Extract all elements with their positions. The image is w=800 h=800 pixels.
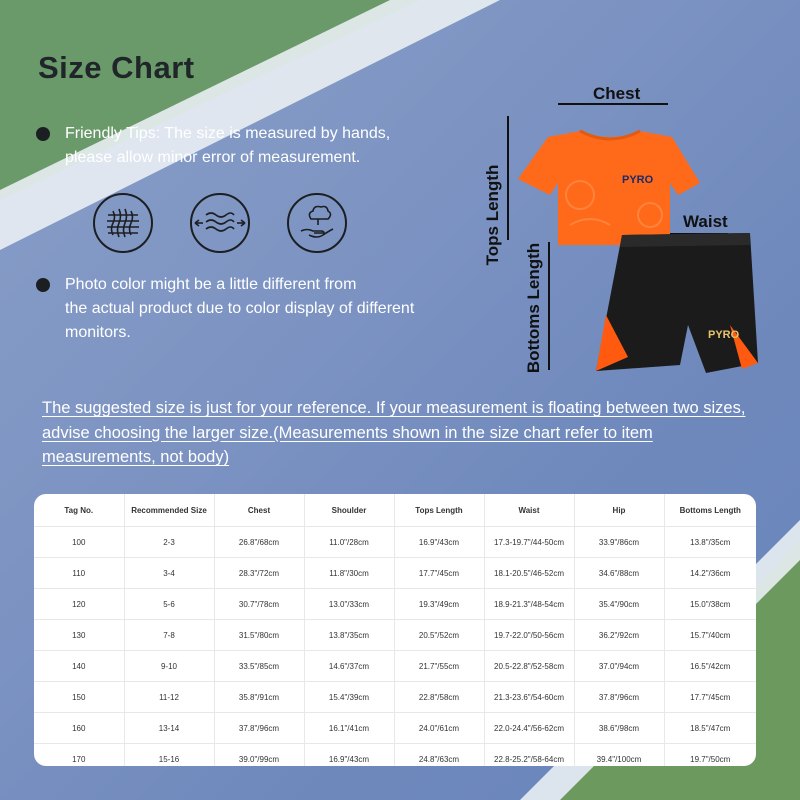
- tip-measurement: [36, 122, 476, 172]
- table-cell: 22.8-25.2"/58-64cm: [484, 744, 574, 767]
- table-row: [34, 558, 756, 589]
- table-cell: 21.3-23.6"/54-60cm: [484, 682, 574, 713]
- table-cell: 22.8"/58cm: [394, 682, 484, 713]
- table-cell: 22.0-24.4"/56-62cm: [484, 713, 574, 744]
- table-cell: 19.7"/50cm: [664, 744, 756, 767]
- header-hip: Hip: [574, 494, 664, 527]
- table-cell: 130: [34, 620, 124, 651]
- table-cell: 140: [34, 651, 124, 682]
- table-cell: 13.0"/33cm: [304, 589, 394, 620]
- table-cell: 33.9"/86cm: [574, 527, 664, 558]
- stretch-fabric-icon: [190, 193, 250, 253]
- chest-label: Chest: [593, 84, 641, 103]
- table-cell: 5-6: [124, 589, 214, 620]
- table-row: [34, 744, 756, 767]
- table-cell: 14.6"/37cm: [304, 651, 394, 682]
- tip-color: [36, 273, 476, 347]
- size-note: The suggested size is just for your reference. If your measurement is floating between two sizes, advise choosing the larger size.(Measurements shown in the size chart refer to item measurements, not body): [42, 399, 746, 466]
- header-recommended-size: Recommended Size: [124, 494, 214, 527]
- table-cell: 13-14: [124, 713, 214, 744]
- table-cell: 31.5"/80cm: [214, 620, 304, 651]
- bullet-icon: [36, 278, 50, 292]
- table-cell: 37.8"/96cm: [214, 713, 304, 744]
- header-tag-no: Tag No.: [34, 494, 124, 527]
- table-cell: 9-10: [124, 651, 214, 682]
- table-cell: 24.8"/63cm: [394, 744, 484, 767]
- table-cell: 21.7"/55cm: [394, 651, 484, 682]
- chest-measure-line: [558, 103, 668, 105]
- table-row: [34, 589, 756, 620]
- table-cell: 17.7"/45cm: [664, 682, 756, 713]
- table-cell: 17.7"/45cm: [394, 558, 484, 589]
- table-cell: 26.8"/68cm: [214, 527, 304, 558]
- table-cell: 17.3-19.7"/44-50cm: [484, 527, 574, 558]
- table-cell: 13.8"/35cm: [664, 527, 756, 558]
- table-cell: 33.5"/85cm: [214, 651, 304, 682]
- tip-text: Friendly Tips: The size is measured by hands, please allow minor error of measurement.: [65, 125, 391, 166]
- page-title: Size Chart: [38, 50, 195, 85]
- table-cell: 39.4"/100cm: [574, 744, 664, 767]
- table-cell: 13.8"/35cm: [304, 620, 394, 651]
- table-cell: 20.5-22.8"/52-58cm: [484, 651, 574, 682]
- header-tops-length: Tops Length: [394, 494, 484, 527]
- bottoms-length-label: Bottoms Length: [524, 242, 543, 374]
- header-bottoms-length: Bottoms Length: [664, 494, 756, 527]
- tops-length-label: Tops Length: [483, 164, 502, 266]
- table-cell: 19.7-22.0"/50-56cm: [484, 620, 574, 651]
- table-cell: 170: [34, 744, 124, 767]
- table-cell: 28.3"/72cm: [214, 558, 304, 589]
- header-waist: Waist: [484, 494, 574, 527]
- table-cell: 100: [34, 527, 124, 558]
- table-cell: 35.4"/90cm: [574, 589, 664, 620]
- table-row: [34, 713, 756, 744]
- table-cell: 34.6"/88cm: [574, 558, 664, 589]
- waist-label: Waist: [683, 212, 728, 231]
- table-cell: 38.6"/98cm: [574, 713, 664, 744]
- product-image: [510, 125, 770, 385]
- table-cell: 14.2"/36cm: [664, 558, 756, 589]
- table-cell: 160: [34, 713, 124, 744]
- shorts-logo: PYRO: [708, 329, 740, 341]
- table-row: [34, 682, 756, 713]
- table-cell: 37.8"/96cm: [574, 682, 664, 713]
- table-cell: 11.8"/30cm: [304, 558, 394, 589]
- table-cell: 35.8"/91cm: [214, 682, 304, 713]
- table-row: [34, 527, 756, 558]
- table-cell: 18.1-20.5"/46-52cm: [484, 558, 574, 589]
- table-cell: 37.0"/94cm: [574, 651, 664, 682]
- table-cell: 15-16: [124, 744, 214, 767]
- table-cell: 16.9"/43cm: [304, 744, 394, 767]
- shirt-logo: PYRO: [622, 174, 654, 186]
- table-cell: 16.1"/41cm: [304, 713, 394, 744]
- table-cell: 30.7"/78cm: [214, 589, 304, 620]
- header-chest: Chest: [214, 494, 304, 527]
- table-cell: 15.4"/39cm: [304, 682, 394, 713]
- table-cell: 36.2"/92cm: [574, 620, 664, 651]
- table-header-row: [34, 494, 756, 527]
- table-cell: 19.3"/49cm: [394, 589, 484, 620]
- table-cell: 110: [34, 558, 124, 589]
- bullet-icon: [36, 127, 50, 141]
- table-cell: 15.7"/40cm: [664, 620, 756, 651]
- table-row: [34, 651, 756, 682]
- table-cell: 39.0"/99cm: [214, 744, 304, 767]
- table-cell: 11.0"/28cm: [304, 527, 394, 558]
- header-shoulder: Shoulder: [304, 494, 394, 527]
- mesh-fabric-icon: [93, 193, 153, 253]
- table-cell: 15.0"/38cm: [664, 589, 756, 620]
- table-cell: 20.5"/52cm: [394, 620, 484, 651]
- table-cell: 16.5"/42cm: [664, 651, 756, 682]
- table-cell: 24.0"/61cm: [394, 713, 484, 744]
- table-cell: 11-12: [124, 682, 214, 713]
- cotton-soft-icon: [287, 193, 347, 253]
- table-cell: 150: [34, 682, 124, 713]
- table-cell: 16.9"/43cm: [394, 527, 484, 558]
- table-cell: 120: [34, 589, 124, 620]
- tops-length-line: [507, 116, 509, 240]
- table-cell: 7-8: [124, 620, 214, 651]
- table-cell: 18.5"/47cm: [664, 713, 756, 744]
- table-cell: 2-3: [124, 527, 214, 558]
- table-cell: 18.9-21.3"/48-54cm: [484, 589, 574, 620]
- tip-text: Photo color might be a little different from the actual product due to color display of different monitors.: [65, 276, 415, 341]
- size-table: [34, 494, 756, 766]
- table-row: [34, 620, 756, 651]
- table-cell: 3-4: [124, 558, 214, 589]
